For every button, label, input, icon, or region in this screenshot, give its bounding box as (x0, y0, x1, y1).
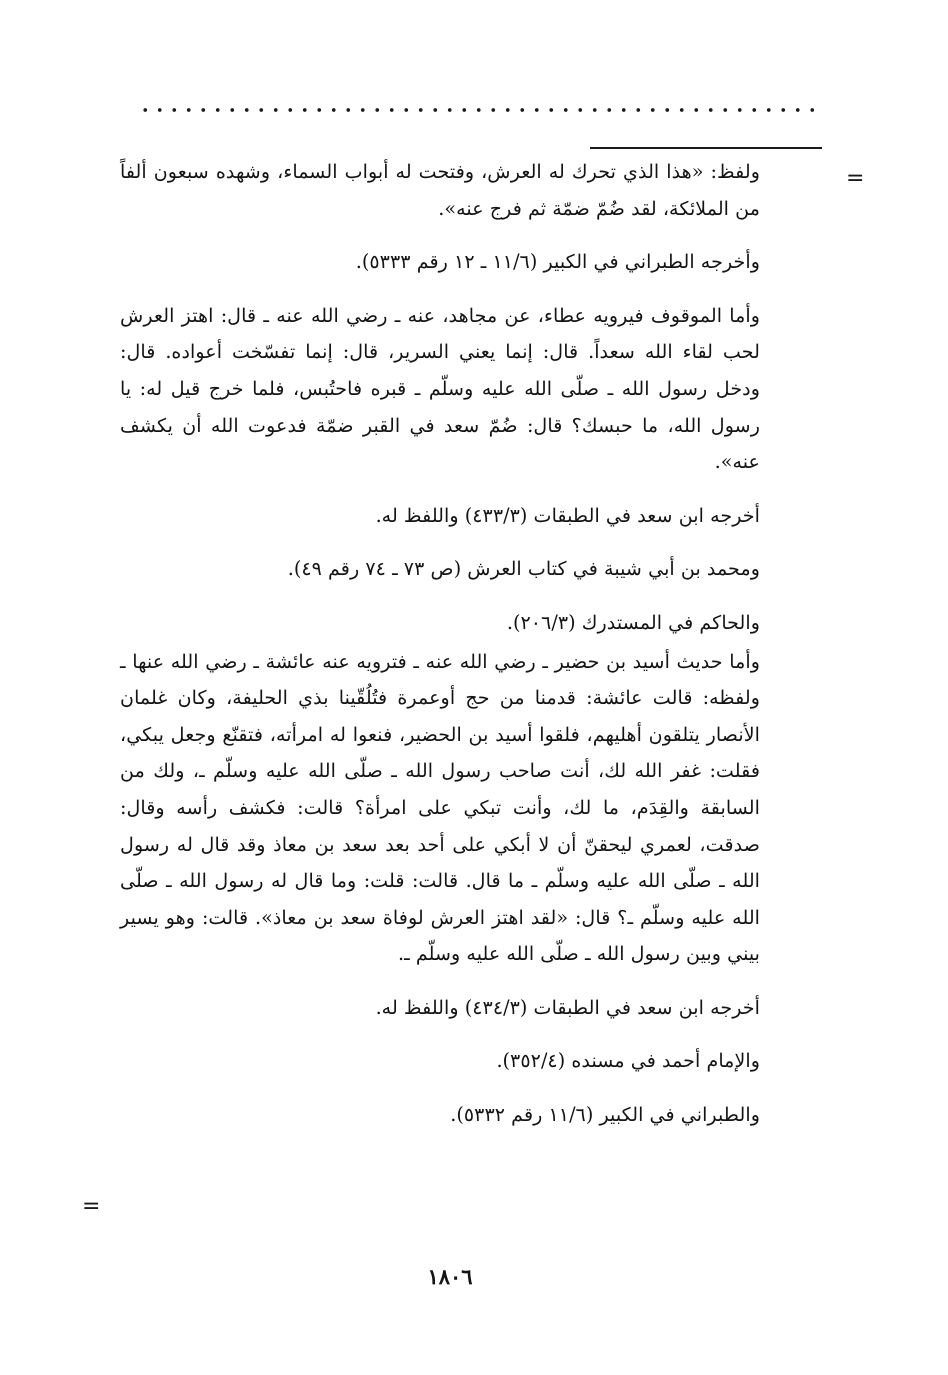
footnote-paragraph: ومحمد بن أبي شيبة في كتاب العرش (ص ٧٣ ـ ٧٤ رقم ٤٩). (287, 557, 760, 581)
footnote-paragraph: وأما الموقوف فيرويه عطاء، عن مجاهد، عنه ـ رضي الله عنه ـ قال: اهتز العرش لحب لقاء الله سعداً. قال: إنما يعني السرير، قال: إنما تفسّخت أعواده. قال: ودخل رسول الله ـ صلّى الله عليه وسلّم ـ قبره فاحتُبس، فلما خرج قيل له: يا رسول الله، ما حبسك؟ قال: ضُمّ سعد في القبر ضمّة فدعوت الله أن يكشف عنه». (120, 303, 760, 474)
footnote-text (120, 154, 760, 1151)
footnote-paragraph: أخرجه ابن سعد في الطبقات (٤٣٤/٣) واللفظ له. (375, 995, 760, 1019)
footnote-paragraph: ولفظ: «هذا الذي تحرك له العرش، وفتحت له أبواب السماء، وشهده سبعون ألفاً من الملائكة، لقد ضُمّ ضمّة ثم فرج عنه». (120, 160, 760, 220)
footnote-paragraph: وأخرجه الطبراني في الكبير (١١/٦ ـ ١٢ رقم ٥٣٣٣). (355, 250, 760, 274)
footnote-paragraph: أخرجه ابن سعد في الطبقات (٤٣٣/٣) واللفظ له. (375, 503, 760, 527)
footnote-paragraph: والإمام أحمد في مسنده (٣٥٢/٤). (496, 1049, 760, 1073)
footnote-paragraph: والحاكم في المستدرك (٢٠٦/٣). (506, 610, 760, 634)
continuation-mark-top: = (846, 166, 865, 191)
footnote-paragraph: وأما حديث أسيد بن حضير ـ رضي الله عنه ـ فترويه عنه عائشة ـ رضي الله عنها ـ ولفظه: قالت عائشة: قدمنا من حج أوعمرة فتُلُقّينا بذي الحليفة، وكان غلمان الأنصار يتلقون أهليهم، فلقوا أسيد بن الحضير، فنعوا له امرأته، فتقنّع وجعل يبكي، فقلت: غفر الله لك، أنت صاحب رسول الله ـ صلّى الله عليه وسلّم ـ، ولك من السابقة والقِدَم، ما لك، وأنت تبكي على امرأة؟ قالت: فكشف رأسه وقال: صدقت، لعمري ليحقنّ أن لا أبكي على أحد بعد سعد بن معاذ وقد قال له رسول الله ـ صلّى الله عليه وسلّم ـ ما قال. قالت: قلت: وما قال له رسول الله ـ صلّى الله عليه وسلّم ـ؟ قال: «لقد اهتز العرش لوفاة سعد بن معاذ». قالت: وهو يسير بيني وبين رسول الله ـ صلّى الله عليه وسلّم ـ. (120, 649, 760, 966)
page-number: ١٨٠٦ (427, 1264, 473, 1289)
dotted-separator (138, 102, 814, 118)
footnote-rule (590, 147, 822, 149)
footnote-paragraph: والطبراني في الكبير (١١/٦ رقم ٥٣٣٢). (450, 1103, 760, 1127)
continuation-mark-bottom: = (82, 1194, 101, 1219)
